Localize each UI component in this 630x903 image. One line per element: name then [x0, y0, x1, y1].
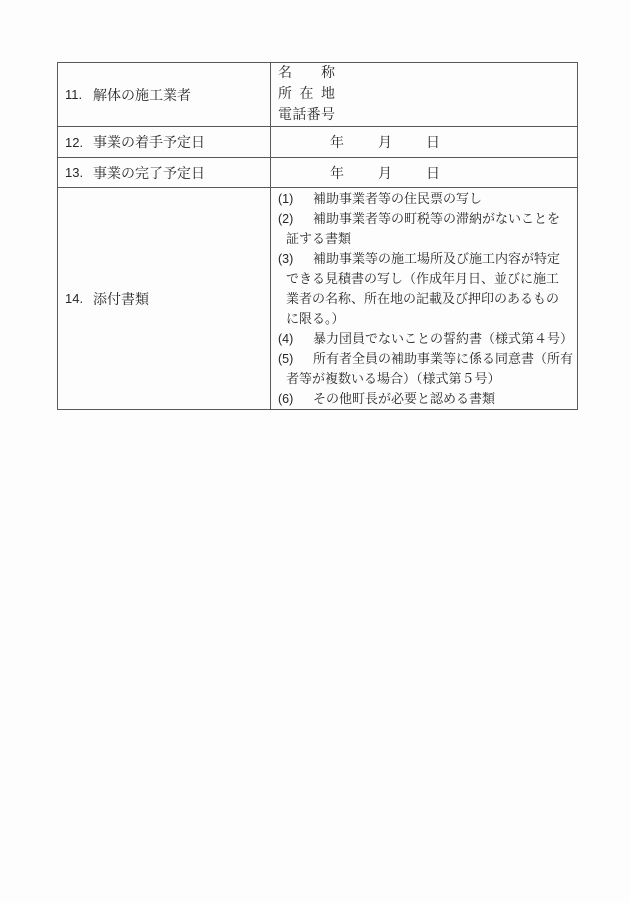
attachment-item-2-text-cont: 証する書類: [286, 231, 352, 246]
attachment-item-3-text-cont-3: に限る。）: [286, 311, 345, 326]
attachment-item-3-text-cont-1: できる見積書の写し（作成年月日、並びに施工: [286, 271, 560, 286]
contractor-phone-line: [278, 105, 577, 126]
attachment-item-5-text-cont: 者等が複数いる場合）（様式第５号）: [286, 371, 501, 386]
row-11-number: 11.: [65, 87, 83, 102]
contractor-address-field-label: 所在地: [278, 87, 335, 102]
row-11-label-cell: [58, 63, 271, 126]
attachment-item-2-number: (2): [278, 212, 294, 226]
row-12-label: 事業の着手予定日: [93, 136, 205, 151]
attachment-item-3-number: (3): [278, 252, 294, 266]
contractor-name-line: [278, 63, 577, 84]
attachment-item-2: [278, 209, 573, 229]
row-14-label-cell: [58, 188, 271, 409]
row-12-start-date: [58, 126, 577, 157]
row-14-attachments: [58, 187, 577, 409]
attachment-item-6-number: (6): [278, 392, 294, 406]
row-13-label: 事業の完了予定日: [93, 166, 205, 182]
attachment-item-3: [278, 249, 573, 269]
attachment-item-1-number: (1): [278, 192, 294, 206]
attachment-item-5: [278, 349, 573, 369]
contractor-address-line: [278, 84, 577, 105]
start-month-label: 月: [378, 136, 392, 151]
attachment-item-2-text: 補助事業者等の町税等の滞納がないことを: [313, 211, 561, 226]
row-12-number: 12.: [65, 134, 84, 150]
completion-day-label: 日: [426, 166, 440, 182]
attachment-item-3-text-cont-2: 業者の名称、所在地の記載及び押印のあるもの: [286, 291, 560, 306]
attachment-item-5-number: (5): [278, 352, 294, 366]
row-13-completion-date: [58, 157, 577, 187]
attachment-item-1-text: 補助事業者等の住民票の写し: [313, 191, 483, 206]
attachment-item-4-number: (4): [278, 332, 294, 346]
contractor-phone-field-label: 電話番号: [278, 108, 335, 123]
start-day-label: 日: [426, 136, 440, 151]
row-11-label: 解体の施工業者: [93, 88, 191, 104]
row-12-value-cell: [271, 127, 577, 157]
attachment-item-5-text: 所有者全員の補助事業等に係る同意書（所有: [313, 351, 574, 366]
row-11-value-cell: [271, 63, 577, 126]
attachment-item-6-text: その他町長が必要と認める書類: [313, 391, 496, 406]
planned-start-date-value: [271, 132, 440, 152]
application-form-table: [57, 62, 578, 410]
attachment-item-3-text: 補助事業等の施工場所及び施工内容が特定: [313, 251, 561, 266]
completion-month-label: 月: [378, 166, 392, 182]
attachment-item-1: [278, 189, 573, 209]
row-14-number: 14.: [65, 291, 84, 306]
completion-year-label: 年: [330, 166, 344, 182]
row-12-label-cell: [58, 127, 271, 157]
row-11-contractor: [58, 63, 577, 126]
planned-completion-date-value: [271, 163, 440, 183]
row-13-label-cell: [58, 158, 271, 187]
attachment-item-6: [278, 389, 573, 409]
start-year-label: 年: [330, 136, 344, 151]
attachment-item-4-text: 暴力団員でないことの誓約書（様式第４号）: [313, 331, 574, 346]
attachment-list: [271, 188, 577, 409]
row-14-label: 添付書類: [93, 292, 149, 308]
row-13-number: 13.: [65, 165, 84, 180]
row-13-value-cell: [271, 158, 577, 187]
contractor-name-field-label: 名称: [278, 66, 335, 81]
attachment-item-4: [278, 329, 573, 349]
